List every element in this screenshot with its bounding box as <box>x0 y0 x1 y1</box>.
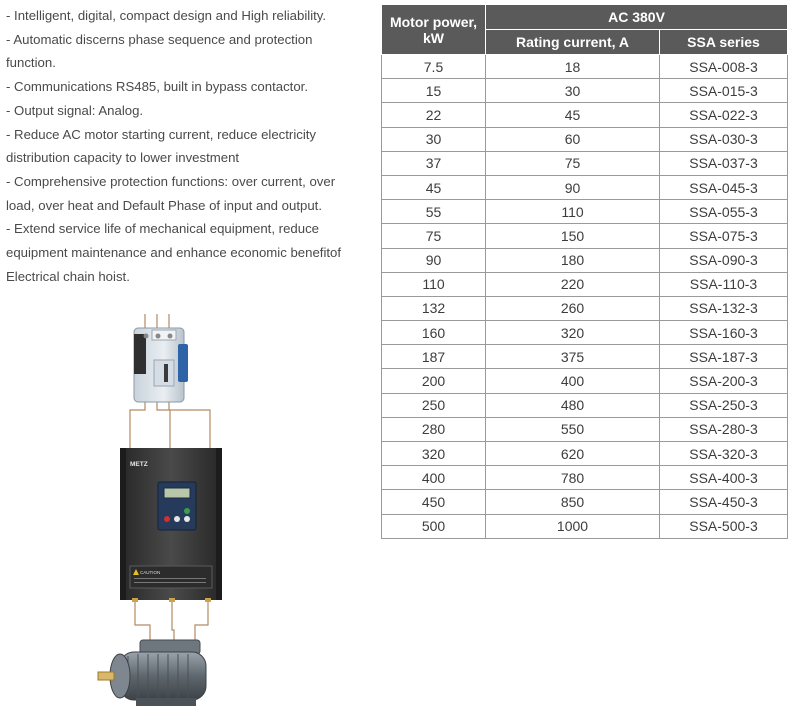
cell-rating-current: 18 <box>486 55 660 79</box>
cell-rating-current: 780 <box>486 466 660 490</box>
cell-motor-power: 75 <box>382 224 486 248</box>
cell-series: SSA-090-3 <box>660 248 788 272</box>
cell-series: SSA-037-3 <box>660 151 788 175</box>
table-row <box>382 514 788 538</box>
table-row <box>382 321 788 345</box>
cell-series: SSA-187-3 <box>660 345 788 369</box>
cell-series: SSA-320-3 <box>660 442 788 466</box>
cell-series: SSA-008-3 <box>660 55 788 79</box>
feature-item: - Output signal: Analog. <box>6 102 144 118</box>
cell-motor-power: 320 <box>382 442 486 466</box>
motor-spec-table <box>381 4 788 539</box>
feature-item: - Reduce AC motor starting current, reduce electricity distribution capacity to lower investment <box>6 126 317 166</box>
cell-rating-current: 260 <box>486 296 660 320</box>
cell-motor-power: 132 <box>382 296 486 320</box>
cell-rating-current: 150 <box>486 224 660 248</box>
red-button <box>164 516 170 522</box>
cell-series: SSA-160-3 <box>660 321 788 345</box>
cell-series: SSA-022-3 <box>660 103 788 127</box>
header-motor-power-unit: kW <box>423 29 444 46</box>
table-row <box>382 417 788 441</box>
cell-motor-power: 187 <box>382 345 486 369</box>
cell-motor-power: 45 <box>382 175 486 199</box>
green-button <box>184 508 190 514</box>
cell-series: SSA-055-3 <box>660 200 788 224</box>
cell-series: SSA-015-3 <box>660 79 788 103</box>
cell-series: SSA-200-3 <box>660 369 788 393</box>
cell-motor-power: 500 <box>382 514 486 538</box>
cell-rating-current: 110 <box>486 200 660 224</box>
contactor-image <box>134 328 188 402</box>
table-row <box>382 103 788 127</box>
cell-rating-current: 375 <box>486 345 660 369</box>
cell-rating-current: 30 <box>486 79 660 103</box>
cell-rating-current: 480 <box>486 393 660 417</box>
feature-item: - Comprehensive protection functions: over current, over load, over heat and Default Phase of input and output. <box>6 173 336 213</box>
cell-motor-power: 280 <box>382 417 486 441</box>
cell-series: SSA-250-3 <box>660 393 788 417</box>
table-row <box>382 55 788 79</box>
table-row <box>382 466 788 490</box>
cell-motor-power: 250 <box>382 393 486 417</box>
spec-table-body <box>382 55 788 539</box>
cell-series: SSA-075-3 <box>660 224 788 248</box>
cell-rating-current: 850 <box>486 490 660 514</box>
table-row <box>382 200 788 224</box>
cell-rating-current: 220 <box>486 272 660 296</box>
cell-series: SSA-280-3 <box>660 417 788 441</box>
cell-rating-current: 60 <box>486 127 660 151</box>
table-row <box>382 127 788 151</box>
cell-series: SSA-450-3 <box>660 490 788 514</box>
feature-item: - Automatic discerns phase sequence and protection function. <box>6 31 313 71</box>
cell-rating-current: 320 <box>486 321 660 345</box>
table-row <box>382 393 788 417</box>
table-row <box>382 79 788 103</box>
cell-rating-current: 1000 <box>486 514 660 538</box>
table-row <box>382 442 788 466</box>
cell-series: SSA-030-3 <box>660 127 788 151</box>
cell-motor-power: 22 <box>382 103 486 127</box>
cell-motor-power: 30 <box>382 127 486 151</box>
wiring-diagram-svg <box>90 300 340 713</box>
soft-starter-image <box>120 448 222 602</box>
feature-list <box>6 4 358 288</box>
cell-motor-power: 450 <box>382 490 486 514</box>
table-row <box>382 272 788 296</box>
table-row <box>382 490 788 514</box>
header-series: SSA series <box>660 30 788 55</box>
cell-rating-current: 45 <box>486 103 660 127</box>
cell-series: SSA-400-3 <box>660 466 788 490</box>
cell-rating-current: 90 <box>486 175 660 199</box>
cell-rating-current: 180 <box>486 248 660 272</box>
cell-rating-current: 550 <box>486 417 660 441</box>
table-row <box>382 369 788 393</box>
table-row <box>382 296 788 320</box>
cell-motor-power: 37 <box>382 151 486 175</box>
cell-motor-power: 160 <box>382 321 486 345</box>
cell-series: SSA-045-3 <box>660 175 788 199</box>
cell-rating-current: 75 <box>486 151 660 175</box>
cell-motor-power: 55 <box>382 200 486 224</box>
feature-item: - Intelligent, digital, compact design and High reliability. <box>6 8 327 23</box>
table-row <box>382 175 788 199</box>
header-rating-current: Rating current, A <box>486 30 660 55</box>
header-voltage-group: AC 380V <box>486 5 788 30</box>
table-row <box>382 224 788 248</box>
cell-motor-power: 200 <box>382 369 486 393</box>
display-screen <box>164 488 190 498</box>
table-row <box>382 151 788 175</box>
header-motor-power <box>382 5 486 55</box>
cell-motor-power: 15 <box>382 79 486 103</box>
cell-motor-power: 400 <box>382 466 486 490</box>
brand-logo: METZ <box>130 461 148 468</box>
header-motor-power-label: Motor power, <box>389 13 478 30</box>
electric-motor-image <box>98 640 206 706</box>
cell-series: SSA-500-3 <box>660 514 788 538</box>
feature-item: - Communications RS485, built in bypass contactor. <box>6 79 308 95</box>
cell-rating-current: 620 <box>486 442 660 466</box>
cell-series: SSA-132-3 <box>660 296 788 320</box>
table-row <box>382 248 788 272</box>
wiring-illustration <box>90 300 340 713</box>
caution-text: CAUTION <box>140 570 161 575</box>
table-row <box>382 345 788 369</box>
cell-motor-power: 90 <box>382 248 486 272</box>
cell-rating-current: 400 <box>486 369 660 393</box>
cell-series: SSA-110-3 <box>660 272 788 296</box>
feature-item: - Extend service life of mechanical equipment, reduce equipment maintenance and enhance economic benefitof Electrical chain hoist. <box>6 221 342 284</box>
cell-motor-power: 110 <box>382 272 486 296</box>
cell-motor-power: 7.5 <box>382 55 486 79</box>
